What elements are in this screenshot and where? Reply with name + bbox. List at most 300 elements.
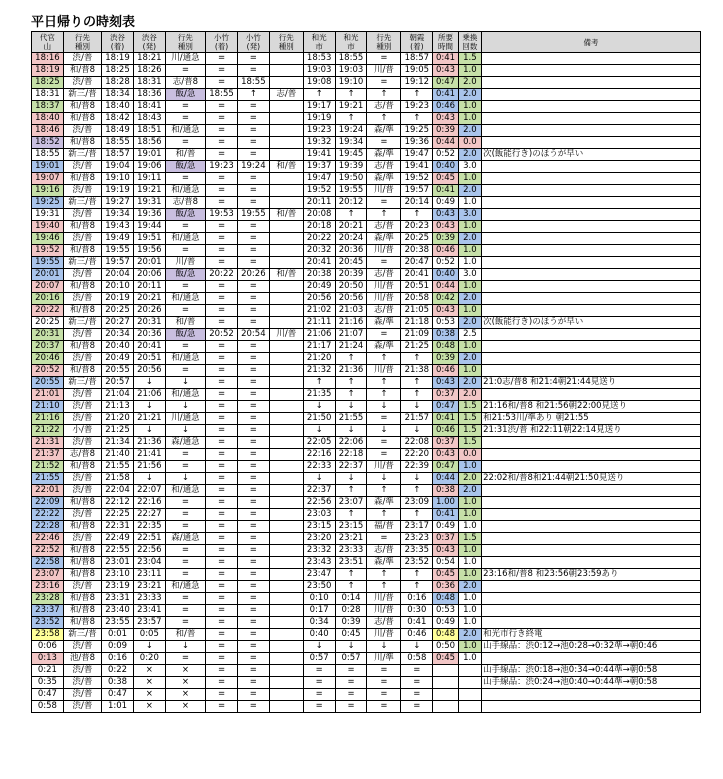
cell-note xyxy=(482,353,701,365)
cell-shibuya-arr: 23:55 xyxy=(102,617,134,629)
cell-line-type-3 xyxy=(269,641,303,653)
table-row xyxy=(32,389,701,401)
cell-line-type-2: 和/通急 xyxy=(165,485,205,497)
cell-asaka-arr: 0:41 xyxy=(401,617,433,629)
cell-note: 次(飯能行き)のほうが早い xyxy=(482,317,701,329)
cell-line-type-4: 森/準 xyxy=(367,233,401,245)
cell-depart-time: 19:40 xyxy=(32,221,64,233)
cell-wakoshi-arr: 22:56 xyxy=(303,497,335,509)
cell-line-type-4: = xyxy=(367,329,401,341)
cell-asaka-arr: ↑ xyxy=(401,353,433,365)
cell-kotake-dep: = xyxy=(237,569,269,581)
cell-duration: 0:39 xyxy=(433,125,458,137)
cell-shibuya-dep: 18:41 xyxy=(133,101,165,113)
cell-shibuya-arr: 20:04 xyxy=(102,269,134,281)
cell-kotake-arr: = xyxy=(206,533,238,545)
cell-line-type: 渋/普 xyxy=(63,401,101,413)
cell-line-type-3 xyxy=(269,437,303,449)
cell-duration: 0:46 xyxy=(433,365,458,377)
cell-line-type-4: = xyxy=(367,257,401,269)
cell-wakoshi-dep: 23:21 xyxy=(335,533,367,545)
cell-wakoshi-arr: 0:34 xyxy=(303,617,335,629)
cell-depart-time: 20:22 xyxy=(32,305,64,317)
cell-kotake-arr: = xyxy=(206,401,238,413)
cell-note xyxy=(482,209,701,221)
cell-line-type-2: 志/普8 xyxy=(165,197,205,209)
cell-depart-time: 0:13 xyxy=(32,653,64,665)
cell-wakoshi-dep: 22:18 xyxy=(335,449,367,461)
cell-kotake-dep: = xyxy=(237,605,269,617)
cell-shibuya-arr: 1:01 xyxy=(102,701,134,713)
cell-line-type-3 xyxy=(269,485,303,497)
cell-duration: 0:54 xyxy=(433,557,458,569)
cell-wakoshi-dep: 0:45 xyxy=(335,629,367,641)
header-label: 代官 xyxy=(39,33,55,42)
cell-depart-time: 23:37 xyxy=(32,605,64,617)
cell-wakoshi-dep: = xyxy=(335,689,367,701)
cell-kotake-dep: = xyxy=(237,221,269,233)
cell-depart-time: 18:40 xyxy=(32,113,64,125)
cell-transfers: 2.0 xyxy=(458,581,481,593)
cell-line-type-2: = xyxy=(165,101,205,113)
cell-wakoshi-dep: 19:03 xyxy=(335,65,367,77)
cell-duration: 0:47 xyxy=(433,401,458,413)
cell-shibuya-dep: 0:05 xyxy=(133,629,165,641)
cell-kotake-arr: = xyxy=(206,689,238,701)
cell-kotake-dep: = xyxy=(237,173,269,185)
cell-kotake-arr: = xyxy=(206,557,238,569)
cell-line-type-2: 川/通急 xyxy=(165,53,205,65)
cell-line-type: 和/普8 xyxy=(63,569,101,581)
cell-wakoshi-dep: 20:21 xyxy=(335,221,367,233)
cell-wakoshi-dep: ↓ xyxy=(335,641,367,653)
cell-wakoshi-dep: ↑ xyxy=(335,353,367,365)
cell-line-type-2: = xyxy=(165,545,205,557)
cell-depart-time: 21:52 xyxy=(32,461,64,473)
cell-kotake-arr: = xyxy=(206,521,238,533)
header-label: 種別 xyxy=(74,42,90,51)
cell-transfers: 1.0 xyxy=(458,545,481,557)
cell-duration: 0:47 xyxy=(433,77,458,89)
table-row xyxy=(32,593,701,605)
cell-note: 和21:53川/準あり 朝21:55 xyxy=(482,413,701,425)
table-row xyxy=(32,437,701,449)
cell-line-type: 和/普8 xyxy=(63,497,101,509)
cell-line-type-2: 飯/急 xyxy=(165,209,205,221)
cell-line-type: 渋/普 xyxy=(63,125,101,137)
cell-kotake-dep: = xyxy=(237,401,269,413)
cell-shibuya-dep: 19:01 xyxy=(133,149,165,161)
header-cell xyxy=(433,32,458,53)
cell-kotake-dep: = xyxy=(237,677,269,689)
cell-kotake-arr: = xyxy=(206,281,238,293)
table-row xyxy=(32,689,701,701)
cell-duration: 0:38 xyxy=(433,329,458,341)
cell-wakoshi-dep: ↑ xyxy=(335,581,367,593)
cell-shibuya-dep: 0:20 xyxy=(133,653,165,665)
cell-line-type-2: 飯/急 xyxy=(165,161,205,173)
cell-shibuya-arr: 20:55 xyxy=(102,365,134,377)
cell-note xyxy=(482,449,701,461)
cell-wakoshi-arr: 23:32 xyxy=(303,545,335,557)
cell-depart-time: 22:01 xyxy=(32,485,64,497)
cell-kotake-arr: = xyxy=(206,641,238,653)
cell-line-type-3 xyxy=(269,473,303,485)
cell-line-type-3 xyxy=(269,629,303,641)
table-row xyxy=(32,701,701,713)
cell-duration: 0:40 xyxy=(433,161,458,173)
table-row xyxy=(32,665,701,677)
cell-wakoshi-arr: 19:03 xyxy=(303,65,335,77)
cell-note xyxy=(482,77,701,89)
table-row xyxy=(32,221,701,233)
cell-duration: 0:43 xyxy=(433,305,458,317)
cell-duration xyxy=(433,677,458,689)
cell-wakoshi-arr: 20:18 xyxy=(303,221,335,233)
cell-wakoshi-arr: 20:32 xyxy=(303,245,335,257)
cell-note: 21:0志/普8 和21:4朝21:44見送り xyxy=(482,377,701,389)
cell-kotake-arr: = xyxy=(206,137,238,149)
cell-asaka-arr: 21:57 xyxy=(401,413,433,425)
cell-note xyxy=(482,137,701,149)
timetable-body xyxy=(32,53,701,713)
cell-line-type-2: 和/通急 xyxy=(165,185,205,197)
header-label: 行先 xyxy=(74,33,90,42)
cell-duration: 0:44 xyxy=(433,281,458,293)
cell-wakoshi-arr: 0:40 xyxy=(303,629,335,641)
cell-wakoshi-arr: 22:33 xyxy=(303,461,335,473)
header-label: (着) xyxy=(214,42,229,51)
cell-wakoshi-dep: ↑ xyxy=(335,509,367,521)
cell-line-type-4: = xyxy=(367,533,401,545)
cell-note xyxy=(482,221,701,233)
cell-line-type-3 xyxy=(269,137,303,149)
cell-kotake-dep: = xyxy=(237,341,269,353)
cell-kotake-arr: = xyxy=(206,221,238,233)
cell-shibuya-dep: 20:41 xyxy=(133,341,165,353)
table-row xyxy=(32,629,701,641)
cell-line-type-4: = xyxy=(367,689,401,701)
cell-kotake-dep: = xyxy=(237,521,269,533)
cell-transfers: 2.0 xyxy=(458,149,481,161)
cell-line-type: 渋/普 xyxy=(63,269,101,281)
cell-kotake-dep: = xyxy=(237,257,269,269)
cell-line-type-4: = xyxy=(367,677,401,689)
cell-line-type-3 xyxy=(269,413,303,425)
cell-note xyxy=(482,581,701,593)
cell-line-type-3 xyxy=(269,593,303,605)
cell-shibuya-dep: 21:36 xyxy=(133,437,165,449)
cell-depart-time: 23:16 xyxy=(32,581,64,593)
cell-kotake-dep: = xyxy=(237,365,269,377)
cell-wakoshi-dep: 20:56 xyxy=(335,293,367,305)
cell-line-type-4: = xyxy=(367,413,401,425)
cell-line-type-2: = xyxy=(165,593,205,605)
cell-wakoshi-dep: 22:37 xyxy=(335,461,367,473)
cell-line-type: 池/普8 xyxy=(63,653,101,665)
cell-kotake-dep: = xyxy=(237,533,269,545)
cell-shibuya-dep: 23:04 xyxy=(133,557,165,569)
cell-line-type: 和/普8 xyxy=(63,593,101,605)
cell-duration: 0:45 xyxy=(433,173,458,185)
cell-note xyxy=(482,245,701,257)
header-label: 山 xyxy=(43,42,52,51)
cell-wakoshi-arr: 23:43 xyxy=(303,557,335,569)
header-label: 市 xyxy=(315,42,323,51)
cell-depart-time: 20:07 xyxy=(32,281,64,293)
cell-note: 次(飯能行き)のほうが早い xyxy=(482,149,701,161)
cell-shibuya-arr: 19:43 xyxy=(102,221,134,233)
header-cell xyxy=(32,32,64,53)
cell-line-type-4: 森/準 xyxy=(367,173,401,185)
cell-depart-time: 21:55 xyxy=(32,473,64,485)
table-row xyxy=(32,233,701,245)
cell-depart-time: 20:01 xyxy=(32,269,64,281)
cell-shibuya-dep: 20:11 xyxy=(133,281,165,293)
cell-transfers xyxy=(458,665,481,677)
cell-transfers: 3.0 xyxy=(458,269,481,281)
cell-line-type-3 xyxy=(269,497,303,509)
cell-note xyxy=(482,617,701,629)
cell-wakoshi-dep: ↓ xyxy=(335,401,367,413)
cell-line-type: 和/普8 xyxy=(63,521,101,533)
cell-duration: 0:38 xyxy=(433,485,458,497)
cell-kotake-arr: = xyxy=(206,425,238,437)
cell-wakoshi-arr: 0:17 xyxy=(303,605,335,617)
cell-line-type: 渋/普 xyxy=(63,677,101,689)
cell-line-type: 渋/普 xyxy=(63,581,101,593)
cell-kotake-dep: = xyxy=(237,185,269,197)
cell-shibuya-dep: 21:21 xyxy=(133,413,165,425)
cell-asaka-arr: 23:35 xyxy=(401,545,433,557)
cell-kotake-arr: = xyxy=(206,173,238,185)
cell-shibuya-dep: 20:36 xyxy=(133,329,165,341)
cell-line-type-2: ↓ xyxy=(165,401,205,413)
cell-wakoshi-dep: ↑ xyxy=(335,113,367,125)
cell-line-type: 和/普8 xyxy=(63,305,101,317)
cell-depart-time: 0:35 xyxy=(32,677,64,689)
cell-line-type-3 xyxy=(269,401,303,413)
cell-line-type: 渋/普 xyxy=(63,641,101,653)
cell-kotake-arr: = xyxy=(206,125,238,137)
cell-line-type-2: 和/通急 xyxy=(165,233,205,245)
cell-depart-time: 19:01 xyxy=(32,161,64,173)
cell-asaka-arr: ↓ xyxy=(401,473,433,485)
cell-wakoshi-dep: = xyxy=(335,701,367,713)
cell-transfers: 1.0 xyxy=(458,593,481,605)
cell-line-type-2: ↓ xyxy=(165,377,205,389)
cell-asaka-arr: 21:25 xyxy=(401,341,433,353)
cell-kotake-arr: = xyxy=(206,449,238,461)
cell-depart-time: 23:07 xyxy=(32,569,64,581)
cell-note xyxy=(482,197,701,209)
cell-line-type-3 xyxy=(269,197,303,209)
cell-duration: 0:48 xyxy=(433,341,458,353)
cell-depart-time: 20:52 xyxy=(32,365,64,377)
cell-note xyxy=(482,293,701,305)
cell-asaka-arr: 20:14 xyxy=(401,197,433,209)
cell-depart-time: 21:22 xyxy=(32,425,64,437)
cell-wakoshi-dep: 23:51 xyxy=(335,557,367,569)
cell-shibuya-arr: 21:40 xyxy=(102,449,134,461)
cell-wakoshi-arr: 19:52 xyxy=(303,185,335,197)
cell-kotake-dep: = xyxy=(237,557,269,569)
cell-transfers: 2.0 xyxy=(458,317,481,329)
cell-shibuya-dep: 23:41 xyxy=(133,605,165,617)
cell-note xyxy=(482,605,701,617)
cell-transfers: 1.0 xyxy=(458,521,481,533)
cell-line-type-4: = xyxy=(367,665,401,677)
cell-shibuya-arr: 22:12 xyxy=(102,497,134,509)
cell-asaka-arr: 19:12 xyxy=(401,77,433,89)
cell-shibuya-dep: 19:36 xyxy=(133,209,165,221)
cell-shibuya-dep: 19:44 xyxy=(133,221,165,233)
cell-kotake-arr: = xyxy=(206,389,238,401)
cell-shibuya-dep: ↓ xyxy=(133,425,165,437)
cell-line-type-3 xyxy=(269,281,303,293)
cell-line-type-3 xyxy=(269,545,303,557)
cell-shibuya-dep: 18:26 xyxy=(133,65,165,77)
cell-line-type-3 xyxy=(269,617,303,629)
cell-transfers: 2.0 xyxy=(458,125,481,137)
cell-wakoshi-arr: 19:41 xyxy=(303,149,335,161)
cell-asaka-arr: ↑ xyxy=(401,509,433,521)
cell-asaka-arr: ↓ xyxy=(401,641,433,653)
cell-asaka-arr: = xyxy=(401,665,433,677)
cell-line-type: 渋/普 xyxy=(63,389,101,401)
cell-duration: 0:43 xyxy=(433,377,458,389)
cell-wakoshi-dep: 0:39 xyxy=(335,617,367,629)
cell-note xyxy=(482,53,701,65)
cell-asaka-arr: 0:30 xyxy=(401,605,433,617)
cell-kotake-dep: = xyxy=(237,497,269,509)
cell-note xyxy=(482,701,701,713)
cell-line-type-2: = xyxy=(165,461,205,473)
cell-kotake-dep: = xyxy=(237,53,269,65)
cell-line-type-2: = xyxy=(165,497,205,509)
table-row xyxy=(32,65,701,77)
cell-wakoshi-arr: 22:16 xyxy=(303,449,335,461)
cell-asaka-arr: 22:20 xyxy=(401,449,433,461)
cell-line-type-3 xyxy=(269,521,303,533)
header-label: 朝霞 xyxy=(409,33,425,42)
cell-shibuya-arr: 22:55 xyxy=(102,545,134,557)
cell-transfers: 2.0 xyxy=(458,77,481,89)
cell-wakoshi-dep: ↓ xyxy=(335,425,367,437)
cell-shibuya-dep: 22:56 xyxy=(133,545,165,557)
cell-line-type-3 xyxy=(269,449,303,461)
cell-duration: 0:46 xyxy=(433,425,458,437)
cell-wakoshi-arr: 21:11 xyxy=(303,317,335,329)
cell-transfers: 1.5 xyxy=(458,401,481,413)
cell-note: 22:02和/普8和21:44朝21:50見送り xyxy=(482,473,701,485)
cell-transfers: 2.0 xyxy=(458,353,481,365)
cell-kotake-arr: = xyxy=(206,149,238,161)
cell-line-type-3: 和/普 xyxy=(269,161,303,173)
cell-kotake-arr: 20:52 xyxy=(206,329,238,341)
cell-line-type-2: = xyxy=(165,281,205,293)
cell-line-type: 和/普8 xyxy=(63,173,101,185)
table-row xyxy=(32,89,701,101)
cell-line-type-4: 森/準 xyxy=(367,341,401,353)
header-label: (発) xyxy=(142,42,156,51)
cell-line-type-2: 志/普8 xyxy=(165,77,205,89)
cell-depart-time: 19:07 xyxy=(32,173,64,185)
cell-line-type-4: 福/普 xyxy=(367,521,401,533)
cell-note: 21:16和/普8 和21:56朝22:00見送り xyxy=(482,401,701,413)
cell-depart-time: 22:28 xyxy=(32,521,64,533)
cell-asaka-arr: ↑ xyxy=(401,113,433,125)
cell-kotake-arr: = xyxy=(206,473,238,485)
cell-line-type-2: 和/通急 xyxy=(165,125,205,137)
cell-line-type-2: = xyxy=(165,365,205,377)
cell-line-type-2: = xyxy=(165,341,205,353)
cell-kotake-dep: = xyxy=(237,665,269,677)
cell-line-type-4: 川/普 xyxy=(367,365,401,377)
cell-shibuya-arr: 20:57 xyxy=(102,377,134,389)
cell-wakoshi-dep: ↑ xyxy=(335,485,367,497)
cell-shibuya-dep: 19:11 xyxy=(133,173,165,185)
cell-line-type-3 xyxy=(269,65,303,77)
table-row xyxy=(32,173,701,185)
table-row xyxy=(32,245,701,257)
cell-depart-time: 18:37 xyxy=(32,101,64,113)
cell-line-type: 渋/普 xyxy=(63,77,101,89)
cell-kotake-arr: 18:55 xyxy=(206,89,238,101)
cell-shibuya-arr: 22:25 xyxy=(102,509,134,521)
cell-wakoshi-arr: 21:35 xyxy=(303,389,335,401)
cell-shibuya-dep: 18:51 xyxy=(133,125,165,137)
cell-duration: 0:53 xyxy=(433,605,458,617)
cell-transfers: 1.0 xyxy=(458,365,481,377)
cell-depart-time: 18:19 xyxy=(32,65,64,77)
cell-line-type-3 xyxy=(269,689,303,701)
cell-shibuya-arr: 19:57 xyxy=(102,257,134,269)
cell-note xyxy=(482,329,701,341)
cell-note xyxy=(482,437,701,449)
cell-line-type-2: ↓ xyxy=(165,641,205,653)
cell-kotake-dep: = xyxy=(237,425,269,437)
cell-line-type-2: = xyxy=(165,65,205,77)
cell-kotake-dep: = xyxy=(237,689,269,701)
cell-shibuya-dep: × xyxy=(133,665,165,677)
cell-shibuya-arr: 23:19 xyxy=(102,581,134,593)
cell-wakoshi-dep: = xyxy=(335,665,367,677)
cell-line-type-3: 志/普 xyxy=(269,89,303,101)
cell-wakoshi-dep: 20:24 xyxy=(335,233,367,245)
cell-duration: 0:43 xyxy=(433,221,458,233)
cell-kotake-dep: 18:55 xyxy=(237,77,269,89)
cell-note xyxy=(482,125,701,137)
cell-line-type-2: = xyxy=(165,617,205,629)
cell-note xyxy=(482,185,701,197)
cell-kotake-arr: = xyxy=(206,461,238,473)
cell-line-type: 和/普8 xyxy=(63,101,101,113)
cell-duration: 0:49 xyxy=(433,617,458,629)
cell-shibuya-arr: 23:40 xyxy=(102,605,134,617)
cell-duration: 0:45 xyxy=(433,569,458,581)
cell-duration xyxy=(433,665,458,677)
cell-depart-time: 21:31 xyxy=(32,437,64,449)
table-row xyxy=(32,53,701,65)
cell-wakoshi-arr: 19:47 xyxy=(303,173,335,185)
cell-line-type-2: 和/通急 xyxy=(165,353,205,365)
cell-duration: 1.00 xyxy=(433,497,458,509)
cell-line-type-3 xyxy=(269,221,303,233)
cell-shibuya-arr: 18:40 xyxy=(102,101,134,113)
cell-duration: 0:41 xyxy=(433,53,458,65)
cell-wakoshi-arr: 20:08 xyxy=(303,209,335,221)
